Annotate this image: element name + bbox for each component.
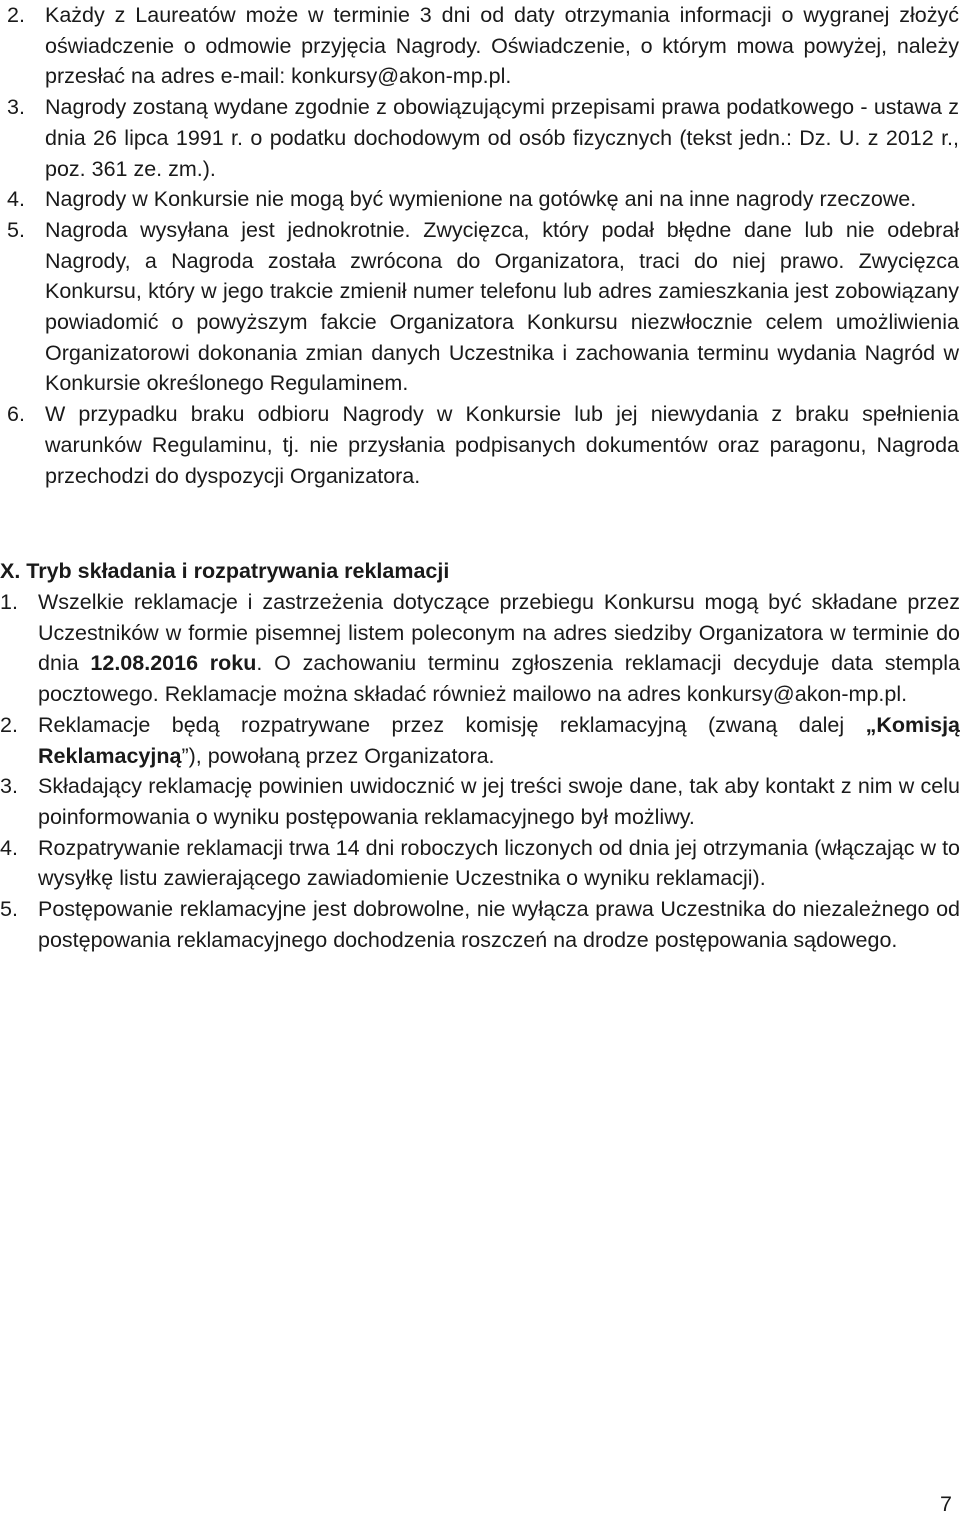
item-text: Rozpatrywanie reklamacji trwa 14 dni roboczych liczonych od dnia jej otrzymania (włączając w to wysyłkę listu zawierającego zawiadomienie Uczestnika o wyniku reklamacji). [38,835,960,891]
item-text: Każdy z Laureatów może w terminie 3 dni od daty otrzymania informacji o wygranej złożyć oświadczenie o odmowie przyjęcia Nagrody. Oświadczenie, o którym mowa powyżej, należy przesłać na adres e-mail: konkursy@akon-mp.pl. [45,3,959,89]
section-heading: X. Tryb składania i rozpatrywania reklamacji [0,559,450,583]
item-text: ”), powołaną przez Organizatora. [181,743,495,768]
list-item [7,92,959,184]
item-text: Nagroda wysyłana jest jednokrotnie. Zwycięzca, który podał błędne dane lub nie odebrał Nagrody, a Nagroda została zwrócona do Organizatora, traci do niej prawo. Zwycięzca Konkursu, który w jego trakcie zmienił numer telefonu lub adres zamieszkania jest zobowiązany powiadomić o powyższym fakcie Organizatora Konkursu niezwłocznie celem umożliwienia Organizatorowi dokonania zmian danych Uczestnika i zachowania terminu wydania Nagród w Konkursie określonego Regulaminem. [45,217,959,396]
item-text: Nagrody zostaną wydane zgodnie z obowiązującymi przepisami prawa podatkowego - ustawa z dnia 26 lipca 1991 r. o podatku dochodowym od osób fizycznych (tekst jedn.: Dz. U. z 2012 r., poz. 361 ze. zm.). [45,95,959,181]
deadline-date: 12.08.2016 roku [90,651,257,676]
page-number: 7 [940,1492,952,1516]
defined-term: „Komisją Reklamacyjną [38,712,960,768]
item-number: 3. [7,95,25,120]
item-number: 4. [0,835,18,860]
list-item [0,587,960,710]
list-item [7,215,959,399]
item-number: 3. [0,774,18,799]
item-number: 2. [7,3,25,27]
list-item [0,833,960,894]
list-item [0,710,960,771]
list-item [0,771,960,832]
item-text: Nagrody w Konkursie nie mogą być wymienione na gotówkę ani na inne nagrody rzeczowe. [45,187,917,212]
list-item [7,399,959,491]
item-text: . O zachowaniu terminu zgłoszenia reklamacji decyduje data stempla pocztowego. Reklamacje można składać również mailowo na adres konkursy@akon-mp.pl. [38,651,960,707]
item-number: 4. [7,187,25,212]
item-text: Składający reklamację powinien uwidocznić w jej treści swoje dane, tak aby kontakt z nim w celu poinformowania o wyniku postępowania reklamacyjnego był możliwy. [38,774,960,829]
complaints-list [0,587,960,955]
item-text: Reklamacje będą rozpatrywane przez komisję reklamacyjną (zwaną dalej [38,712,866,737]
item-number: 5. [0,897,18,922]
list-item [0,894,960,955]
item-text: Wszelkie reklamacje i zastrzeżenia dotyczące przebiegu Konkursu mogą być składane przez Uczestników w formie pisemnej listem poleconym na adres siedziby Organizatora w terminie do dnia [38,590,960,676]
item-text: Postępowanie reklamacyjne jest dobrowolne, nie wyłącza prawa Uczestnika do niezależnego od postępowania reklamacyjnego dochodzenia roszczeń na drodze postępowania sądowego. [38,897,960,952]
item-number: 6. [7,402,25,427]
prizes-list [7,0,959,491]
list-item [7,0,959,92]
list-item [7,184,959,215]
item-number: 5. [7,217,25,242]
item-number: 2. [0,712,18,737]
item-number: 1. [0,590,18,614]
item-text: W przypadku braku odbioru Nagrody w Konkursie lub jej niewydania z braku spełnienia warunków Regulaminu, tj. nie przysłania podpisanych dokumentów oraz paragonu, Nagroda przechodzi do dyspozycji Organizatora. [45,402,959,488]
